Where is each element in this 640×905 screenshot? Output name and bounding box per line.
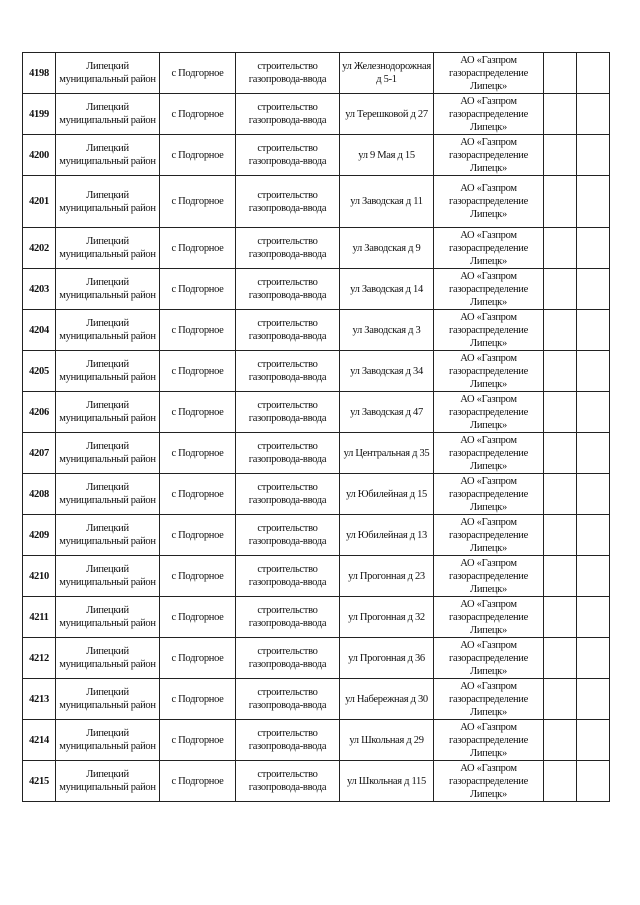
district-cell: Липецкий муниципальный район [56, 269, 160, 310]
work-type-cell: строительство газопровода-ввода [236, 53, 340, 94]
empty-cell [577, 433, 610, 474]
table-row [23, 53, 610, 94]
empty-cell [544, 597, 577, 638]
registry-table [22, 52, 610, 802]
table-row [23, 761, 610, 802]
organization-cell: АО «Газпром газораспределение Липецк» [434, 392, 544, 433]
district-cell: Липецкий муниципальный район [56, 94, 160, 135]
district-cell: Липецкий муниципальный район [56, 433, 160, 474]
table-row [23, 94, 610, 135]
district-cell: Липецкий муниципальный район [56, 176, 160, 228]
table-row [23, 638, 610, 679]
row-number: 4198 [23, 53, 56, 94]
work-type-cell: строительство газопровода-ввода [236, 94, 340, 135]
work-type-cell: строительство газопровода-ввода [236, 638, 340, 679]
district-cell: Липецкий муниципальный район [56, 53, 160, 94]
empty-cell [577, 761, 610, 802]
organization-cell: АО «Газпром газораспределение Липецк» [434, 679, 544, 720]
row-number: 4213 [23, 679, 56, 720]
empty-cell [544, 515, 577, 556]
empty-cell [544, 228, 577, 269]
organization-cell: АО «Газпром газораспределение Липецк» [434, 228, 544, 269]
organization-cell: АО «Газпром газораспределение Липецк» [434, 638, 544, 679]
district-cell: Липецкий муниципальный район [56, 679, 160, 720]
table-row [23, 392, 610, 433]
work-type-cell: строительство газопровода-ввода [236, 228, 340, 269]
empty-cell [544, 351, 577, 392]
row-number: 4210 [23, 556, 56, 597]
address-cell: ул Заводская д 11 [340, 176, 434, 228]
address-cell: ул Заводская д 9 [340, 228, 434, 269]
row-number: 4202 [23, 228, 56, 269]
empty-cell [577, 176, 610, 228]
locality-cell: с Подгорное [160, 94, 236, 135]
district-cell: Липецкий муниципальный район [56, 351, 160, 392]
organization-cell: АО «Газпром газораспределение Липецк» [434, 474, 544, 515]
locality-cell: с Подгорное [160, 433, 236, 474]
empty-cell [577, 94, 610, 135]
address-cell: ул Прогонная д 32 [340, 597, 434, 638]
empty-cell [577, 720, 610, 761]
empty-cell [544, 269, 577, 310]
district-cell: Липецкий муниципальный район [56, 474, 160, 515]
table-row [23, 515, 610, 556]
empty-cell [544, 176, 577, 228]
table-row [23, 474, 610, 515]
work-type-cell: строительство газопровода-ввода [236, 556, 340, 597]
locality-cell: с Подгорное [160, 761, 236, 802]
locality-cell: с Подгорное [160, 269, 236, 310]
locality-cell: с Подгорное [160, 515, 236, 556]
address-cell: ул Железнодорожная д 5-1 [340, 53, 434, 94]
table-row [23, 433, 610, 474]
table-row [23, 310, 610, 351]
district-cell: Липецкий муниципальный район [56, 638, 160, 679]
address-cell: ул Терешковой д 27 [340, 94, 434, 135]
address-cell: ул Заводская д 47 [340, 392, 434, 433]
empty-cell [577, 228, 610, 269]
locality-cell: с Подгорное [160, 53, 236, 94]
organization-cell: АО «Газпром газораспределение Липецк» [434, 515, 544, 556]
organization-cell: АО «Газпром газораспределение Липецк» [434, 433, 544, 474]
empty-cell [544, 679, 577, 720]
locality-cell: с Подгорное [160, 474, 236, 515]
row-number: 4204 [23, 310, 56, 351]
locality-cell: с Подгорное [160, 135, 236, 176]
address-cell: ул Юбилейная д 15 [340, 474, 434, 515]
row-number: 4208 [23, 474, 56, 515]
work-type-cell: строительство газопровода-ввода [236, 176, 340, 228]
organization-cell: АО «Газпром газораспределение Липецк» [434, 135, 544, 176]
row-number: 4211 [23, 597, 56, 638]
organization-cell: АО «Газпром газораспределение Липецк» [434, 556, 544, 597]
work-type-cell: строительство газопровода-ввода [236, 597, 340, 638]
empty-cell [544, 720, 577, 761]
address-cell: ул Заводская д 14 [340, 269, 434, 310]
address-cell: ул Прогонная д 36 [340, 638, 434, 679]
locality-cell: с Подгорное [160, 392, 236, 433]
district-cell: Липецкий муниципальный район [56, 392, 160, 433]
row-number: 4206 [23, 392, 56, 433]
row-number: 4209 [23, 515, 56, 556]
address-cell: ул Центральная д 35 [340, 433, 434, 474]
district-cell: Липецкий муниципальный район [56, 761, 160, 802]
empty-cell [577, 392, 610, 433]
empty-cell [544, 94, 577, 135]
empty-cell [577, 474, 610, 515]
empty-cell [544, 638, 577, 679]
empty-cell [544, 392, 577, 433]
organization-cell: АО «Газпром газораспределение Липецк» [434, 94, 544, 135]
work-type-cell: строительство газопровода-ввода [236, 515, 340, 556]
table-row [23, 556, 610, 597]
work-type-cell: строительство газопровода-ввода [236, 351, 340, 392]
district-cell: Липецкий муниципальный район [56, 515, 160, 556]
work-type-cell: строительство газопровода-ввода [236, 269, 340, 310]
empty-cell [577, 310, 610, 351]
locality-cell: с Подгорное [160, 597, 236, 638]
table-row [23, 597, 610, 638]
organization-cell: АО «Газпром газораспределение Липецк» [434, 720, 544, 761]
table-body [23, 53, 610, 802]
organization-cell: АО «Газпром газораспределение Липецк» [434, 269, 544, 310]
empty-cell [544, 556, 577, 597]
address-cell: ул Юбилейная д 13 [340, 515, 434, 556]
row-number: 4215 [23, 761, 56, 802]
work-type-cell: строительство газопровода-ввода [236, 720, 340, 761]
row-number: 4214 [23, 720, 56, 761]
organization-cell: АО «Газпром газораспределение Липецк» [434, 761, 544, 802]
locality-cell: с Подгорное [160, 310, 236, 351]
district-cell: Липецкий муниципальный район [56, 228, 160, 269]
row-number: 4203 [23, 269, 56, 310]
district-cell: Липецкий муниципальный район [56, 556, 160, 597]
locality-cell: с Подгорное [160, 228, 236, 269]
address-cell: ул Прогонная д 23 [340, 556, 434, 597]
empty-cell [577, 556, 610, 597]
district-cell: Липецкий муниципальный район [56, 135, 160, 176]
table-row [23, 720, 610, 761]
address-cell: ул Набережная д 30 [340, 679, 434, 720]
work-type-cell: строительство газопровода-ввода [236, 310, 340, 351]
table-row [23, 228, 610, 269]
empty-cell [577, 135, 610, 176]
empty-cell [577, 679, 610, 720]
organization-cell: АО «Газпром газораспределение Липецк» [434, 351, 544, 392]
empty-cell [577, 597, 610, 638]
organization-cell: АО «Газпром газораспределение Липецк» [434, 176, 544, 228]
locality-cell: с Подгорное [160, 351, 236, 392]
work-type-cell: строительство газопровода-ввода [236, 433, 340, 474]
address-cell: ул 9 Мая д 15 [340, 135, 434, 176]
address-cell: ул Школьная д 29 [340, 720, 434, 761]
empty-cell [544, 474, 577, 515]
row-number: 4199 [23, 94, 56, 135]
empty-cell [577, 515, 610, 556]
table-row [23, 135, 610, 176]
table-row [23, 679, 610, 720]
row-number: 4200 [23, 135, 56, 176]
empty-cell [544, 310, 577, 351]
organization-cell: АО «Газпром газораспределение Липецк» [434, 310, 544, 351]
work-type-cell: строительство газопровода-ввода [236, 135, 340, 176]
row-number: 4207 [23, 433, 56, 474]
empty-cell [577, 269, 610, 310]
district-cell: Липецкий муниципальный район [56, 310, 160, 351]
empty-cell [544, 53, 577, 94]
work-type-cell: строительство газопровода-ввода [236, 474, 340, 515]
organization-cell: АО «Газпром газораспределение Липецк» [434, 53, 544, 94]
empty-cell [577, 351, 610, 392]
locality-cell: с Подгорное [160, 176, 236, 228]
row-number: 4212 [23, 638, 56, 679]
locality-cell: с Подгорное [160, 679, 236, 720]
table-row [23, 351, 610, 392]
locality-cell: с Подгорное [160, 720, 236, 761]
organization-cell: АО «Газпром газораспределение Липецк» [434, 597, 544, 638]
empty-cell [544, 433, 577, 474]
table-row [23, 176, 610, 228]
locality-cell: с Подгорное [160, 556, 236, 597]
work-type-cell: строительство газопровода-ввода [236, 679, 340, 720]
empty-cell [577, 53, 610, 94]
work-type-cell: строительство газопровода-ввода [236, 392, 340, 433]
row-number: 4201 [23, 176, 56, 228]
address-cell: ул Заводская д 3 [340, 310, 434, 351]
district-cell: Липецкий муниципальный район [56, 720, 160, 761]
table-row [23, 269, 610, 310]
locality-cell: с Подгорное [160, 638, 236, 679]
row-number: 4205 [23, 351, 56, 392]
district-cell: Липецкий муниципальный район [56, 597, 160, 638]
address-cell: ул Школьная д 115 [340, 761, 434, 802]
work-type-cell: строительство газопровода-ввода [236, 761, 340, 802]
address-cell: ул Заводская д 34 [340, 351, 434, 392]
empty-cell [577, 638, 610, 679]
empty-cell [544, 135, 577, 176]
empty-cell [544, 761, 577, 802]
